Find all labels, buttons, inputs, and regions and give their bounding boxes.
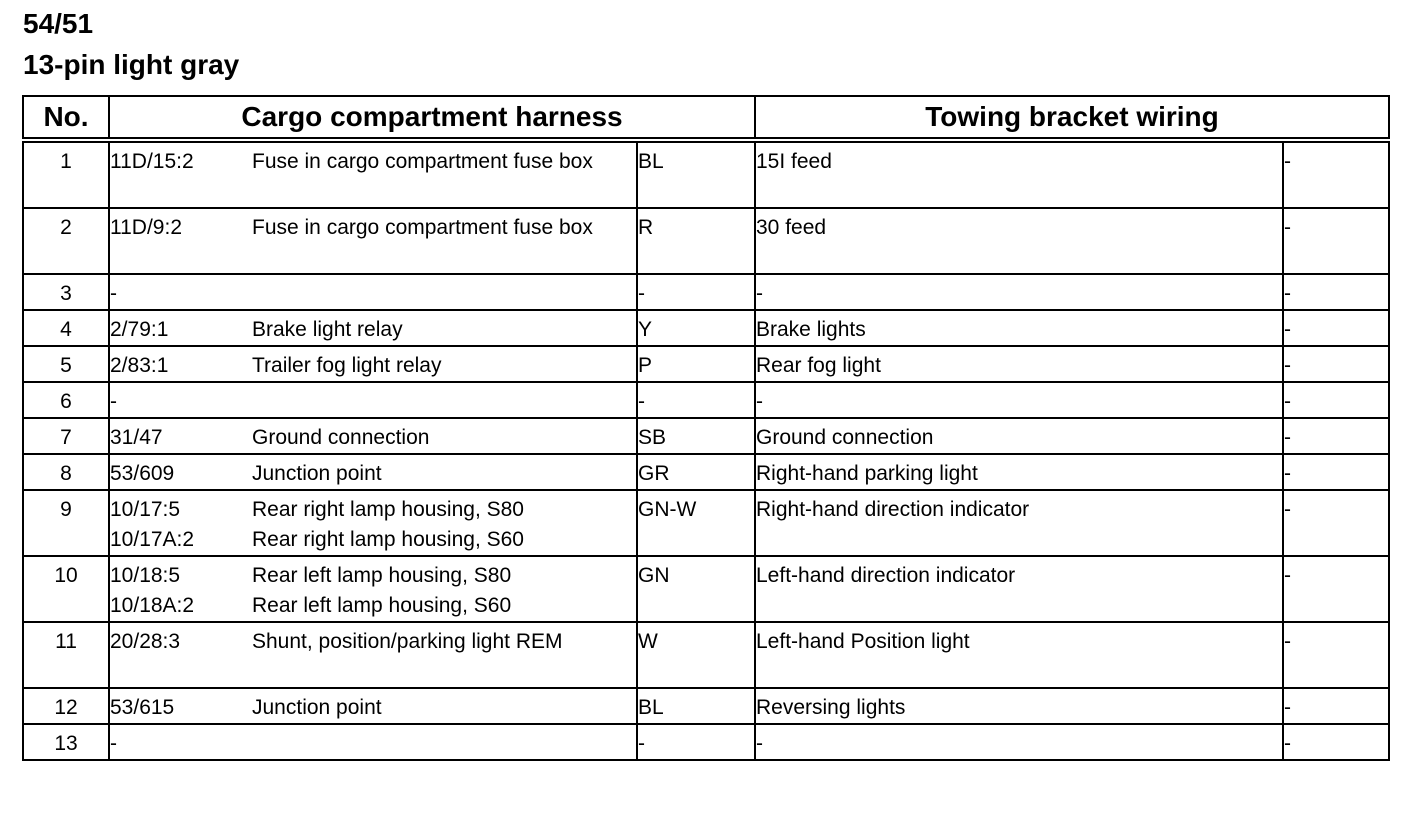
table-row	[23, 418, 1389, 454]
wire-color	[637, 622, 755, 688]
towing-extra	[1283, 724, 1389, 760]
wire-color-text: SB	[638, 426, 667, 449]
towing-extra	[1283, 454, 1389, 490]
component-description: Rear right lamp housing, S60	[252, 528, 524, 551]
component-description: Fuse in cargo compartment fuse box	[252, 150, 593, 173]
pin-number	[23, 556, 109, 622]
table-header-row	[23, 96, 1389, 140]
component-code: 2/79:1	[110, 318, 169, 341]
towing-extra	[1283, 274, 1389, 310]
wire-color-text: -	[638, 282, 645, 305]
towing-function-text: -	[756, 390, 763, 413]
component-description: Rear left lamp housing, S60	[252, 594, 512, 617]
component-code: 10/18:5	[110, 564, 181, 587]
towing-function	[755, 622, 1283, 688]
harness-reference	[109, 418, 637, 454]
pin-number	[23, 208, 109, 274]
component-description	[252, 387, 636, 417]
component-code: 11D/15:2	[110, 150, 194, 173]
table-row	[23, 556, 1389, 622]
wire-color-text: -	[638, 732, 645, 755]
wire-color-text: W	[638, 630, 658, 653]
pin-number-text: 13	[54, 732, 78, 755]
component-description: Brake light relay	[252, 318, 403, 341]
towing-function	[755, 208, 1283, 274]
towing-function-text: Left-hand Position light	[756, 630, 970, 653]
wire-color	[637, 274, 755, 310]
towing-extra	[1283, 208, 1389, 274]
component-code: 10/17A:2	[110, 528, 195, 551]
pin-number	[23, 346, 109, 382]
towing-extra	[1283, 140, 1389, 208]
wire-color	[637, 724, 755, 760]
table-row	[23, 382, 1389, 418]
harness-reference	[109, 208, 637, 274]
towing-function-text: 15I feed	[756, 150, 832, 173]
towing-extra-text: -	[1284, 150, 1291, 173]
wire-color-text: GR	[638, 462, 670, 485]
pin-number-text: 9	[60, 498, 72, 521]
towing-function	[755, 418, 1283, 454]
pin-number	[23, 140, 109, 208]
towing-function	[755, 382, 1283, 418]
component-code: -	[110, 282, 117, 305]
towing-function	[755, 346, 1283, 382]
component-description: Ground connection	[252, 426, 430, 449]
pin-number-text: 6	[60, 390, 72, 413]
table-row	[23, 454, 1389, 490]
table-body	[23, 140, 1389, 760]
wire-color-text: -	[638, 390, 645, 413]
towing-extra-text: -	[1284, 318, 1291, 341]
component-description	[252, 729, 636, 759]
wire-color-text: BL	[638, 150, 664, 173]
header-cargo-harness: Cargo compartment harness	[109, 96, 755, 140]
towing-function-text: Reversing lights	[756, 696, 906, 719]
connector-description: 13-pin light gray	[23, 49, 240, 80]
component-description	[252, 279, 636, 309]
component-code: 10/18A:2	[110, 594, 195, 617]
header-no: No.	[23, 96, 109, 140]
towing-function-text: Ground connection	[756, 426, 934, 449]
harness-reference	[109, 274, 637, 310]
pin-number	[23, 490, 109, 556]
towing-function	[755, 454, 1283, 490]
component-description: Junction point	[252, 462, 382, 485]
component-description: Rear right lamp housing, S80	[252, 498, 524, 521]
pin-number-text: 1	[60, 150, 72, 173]
pin-number-text: 3	[60, 282, 72, 305]
wire-color	[637, 454, 755, 490]
towing-function-text: Rear fog light	[756, 354, 881, 377]
harness-reference	[109, 346, 637, 382]
pin-number-text: 12	[54, 696, 78, 719]
towing-function-text: 30 feed	[756, 216, 827, 239]
pin-number-text: 2	[60, 216, 72, 239]
component-code: 31/47	[110, 426, 163, 449]
pin-number-text: 4	[60, 318, 72, 341]
wire-color-text: GN	[638, 564, 670, 587]
table-row	[23, 490, 1389, 556]
towing-extra	[1283, 382, 1389, 418]
harness-reference	[109, 382, 637, 418]
towing-extra	[1283, 346, 1389, 382]
wire-color	[637, 140, 755, 208]
towing-function	[755, 140, 1283, 208]
wire-color	[637, 346, 755, 382]
table-row	[23, 310, 1389, 346]
towing-function	[755, 688, 1283, 724]
connector-id: 54/51	[23, 8, 94, 39]
wire-color	[637, 382, 755, 418]
pin-number	[23, 274, 109, 310]
wire-color-text: BL	[638, 696, 664, 719]
towing-extra-text: -	[1284, 696, 1291, 719]
pin-number-text: 8	[60, 462, 72, 485]
towing-extra-text: -	[1284, 732, 1291, 755]
pin-number-text: 11	[55, 630, 77, 653]
towing-extra-text: -	[1284, 630, 1291, 653]
towing-extra-text: -	[1284, 354, 1291, 377]
wire-color	[637, 310, 755, 346]
towing-extra-text: -	[1284, 462, 1291, 485]
component-description: Trailer fog light relay	[252, 354, 442, 377]
table-row	[23, 346, 1389, 382]
component-code: 53/615	[110, 696, 175, 719]
table-row	[23, 208, 1389, 274]
component-code: -	[110, 732, 117, 755]
pin-number-text: 7	[60, 426, 72, 449]
towing-extra	[1283, 418, 1389, 454]
towing-function	[755, 310, 1283, 346]
pin-number-text: 10	[54, 564, 78, 587]
component-code: -	[110, 390, 117, 413]
wire-color	[637, 208, 755, 274]
component-description: Junction point	[252, 696, 382, 719]
component-code: 53/609	[110, 462, 175, 485]
header-towing-wiring: Towing bracket wiring	[755, 96, 1389, 140]
pin-number	[23, 310, 109, 346]
table-row	[23, 274, 1389, 310]
towing-function	[755, 724, 1283, 760]
pin-number	[23, 418, 109, 454]
wire-color	[637, 556, 755, 622]
towing-function-text: Brake lights	[756, 318, 866, 341]
towing-function-text: Right-hand direction indicator	[756, 498, 1030, 521]
table-row	[23, 688, 1389, 724]
pin-number	[23, 382, 109, 418]
harness-reference	[109, 490, 637, 556]
towing-function	[755, 490, 1283, 556]
pin-number	[23, 454, 109, 490]
wire-color	[637, 490, 755, 556]
harness-reference	[109, 724, 637, 760]
pin-number	[23, 724, 109, 760]
towing-function-text: -	[756, 732, 763, 755]
component-code: 11D/9:2	[110, 216, 182, 239]
harness-reference	[109, 688, 637, 724]
component-code: 2/83:1	[110, 354, 169, 377]
towing-extra-text: -	[1284, 282, 1291, 305]
harness-reference	[109, 140, 637, 208]
table-row	[23, 140, 1389, 208]
towing-extra	[1283, 688, 1389, 724]
towing-extra-text: -	[1284, 498, 1291, 521]
component-description: Rear left lamp housing, S80	[252, 564, 512, 587]
wire-color-text: R	[638, 216, 654, 239]
pin-number	[23, 688, 109, 724]
towing-extra	[1283, 490, 1389, 556]
wire-color-text: P	[638, 354, 653, 377]
towing-function	[755, 274, 1283, 310]
towing-extra-text: -	[1284, 390, 1291, 413]
component-code: 10/17:5	[110, 498, 181, 521]
towing-function-text: Right-hand parking light	[756, 462, 978, 485]
pin-number	[23, 622, 109, 688]
pin-number-text: 5	[60, 354, 72, 377]
towing-extra	[1283, 310, 1389, 346]
harness-reference	[109, 622, 637, 688]
wire-color	[637, 688, 755, 724]
towing-function	[755, 556, 1283, 622]
towing-extra-text: -	[1284, 564, 1291, 587]
wire-color-text: GN-W	[638, 498, 697, 521]
towing-extra	[1283, 622, 1389, 688]
wire-color	[637, 418, 755, 454]
table-row	[23, 622, 1389, 688]
harness-reference	[109, 454, 637, 490]
wire-color-text: Y	[638, 318, 653, 341]
harness-reference	[109, 556, 637, 622]
component-description: Shunt, position/parking light REM	[252, 630, 563, 653]
towing-function-text: -	[756, 282, 763, 305]
towing-extra-text: -	[1284, 216, 1291, 239]
harness-reference	[109, 310, 637, 346]
table-row	[23, 724, 1389, 760]
towing-extra-text: -	[1284, 426, 1291, 449]
component-description: Fuse in cargo compartment fuse box	[252, 216, 593, 239]
towing-extra	[1283, 556, 1389, 622]
pin-table	[22, 95, 1390, 761]
component-code: 20/28:3	[110, 630, 181, 653]
towing-function-text: Left-hand direction indicator	[756, 564, 1016, 587]
